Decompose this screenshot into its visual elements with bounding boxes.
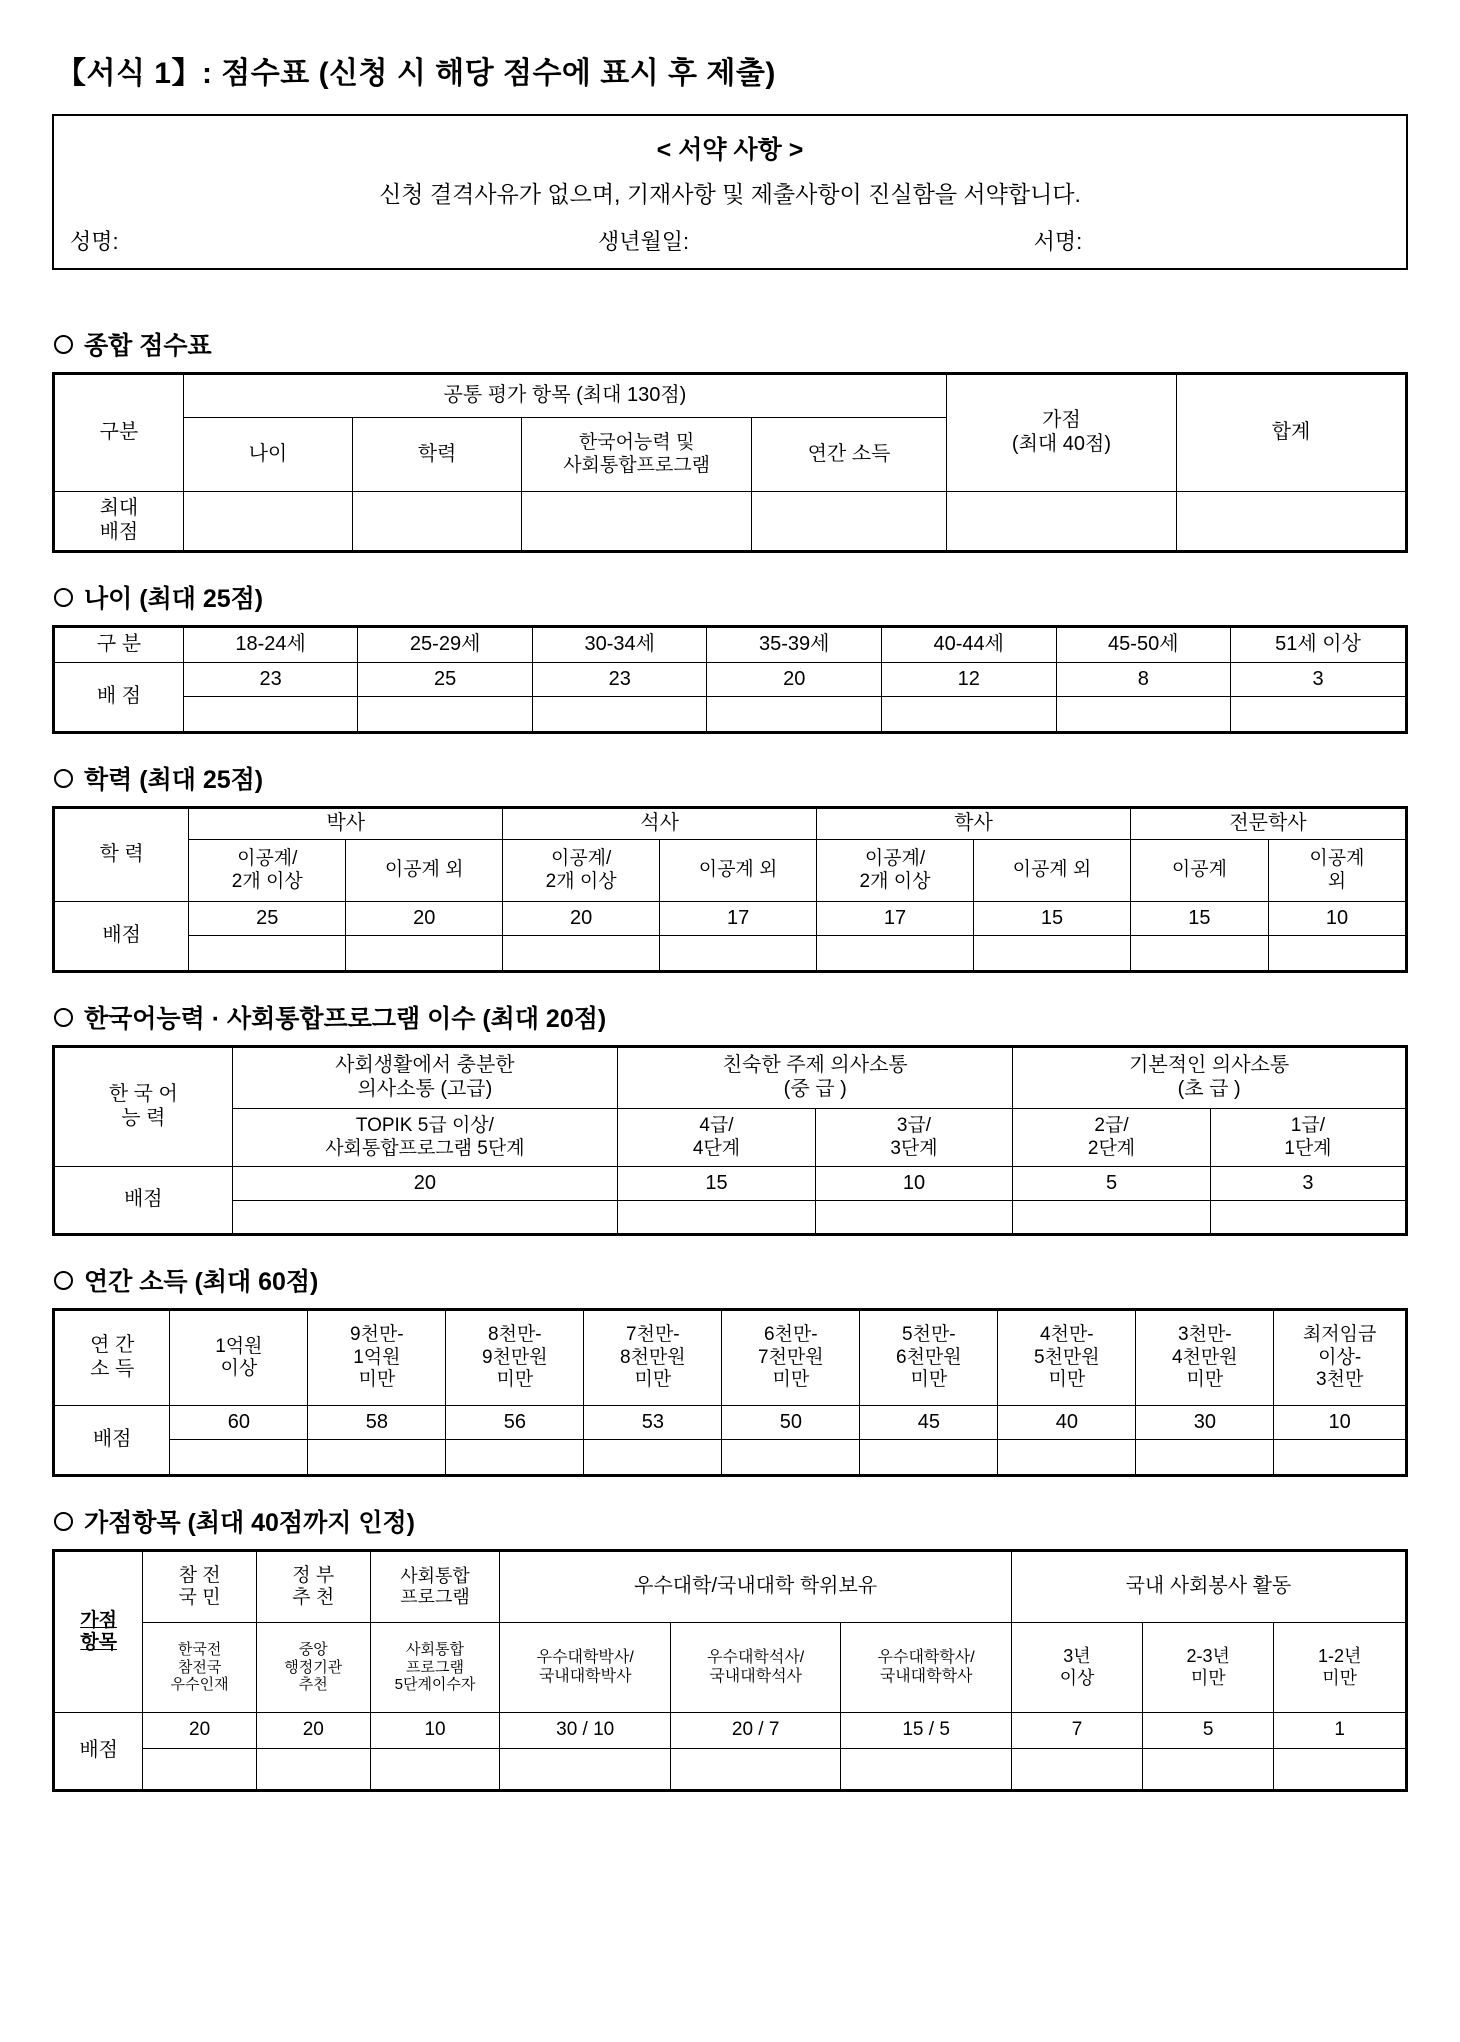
korean-score-table <box>52 1045 1408 1236</box>
circle-bullet-icon <box>54 769 73 788</box>
education-group-associate: 전문학사 <box>1130 808 1406 840</box>
section-heading-education <box>54 760 1408 796</box>
summary-total-header: 합계 <box>1176 374 1406 492</box>
income-bracket-line: 1억원 <box>215 1335 263 1357</box>
education-sub-line: 외 <box>1327 870 1347 892</box>
education-group-master: 석사 <box>503 808 817 840</box>
age-score-value: 3 <box>1231 663 1407 697</box>
income-bracket <box>998 1310 1136 1406</box>
age-checkbox-cell[interactable] <box>183 697 358 733</box>
age-checkbox-cell[interactable] <box>882 697 1057 733</box>
korean-sub-line: TOPIK 5급 이상/ <box>355 1115 494 1137</box>
summary-input-age[interactable] <box>183 492 352 552</box>
age-checkbox-cell[interactable] <box>1231 697 1407 733</box>
bonus-group-line: 프로그램 <box>400 1587 470 1607</box>
bonus-sub-bachelor <box>841 1623 1011 1713</box>
circle-bullet-icon <box>54 335 73 354</box>
circle-bullet-icon <box>54 1008 73 1027</box>
bonus-sub-line: 사회통합 <box>406 1640 464 1658</box>
education-sub-line: 2개 이상 <box>859 870 931 892</box>
korean-sub-line: 2단계 <box>1087 1137 1136 1159</box>
age-bracket-header: 40-44세 <box>882 627 1057 663</box>
korean-sub-level1 <box>1210 1109 1406 1167</box>
income-bracket <box>1136 1310 1274 1406</box>
summary-input-income[interactable] <box>752 492 947 552</box>
age-score-value: 20 <box>707 663 882 697</box>
income-bracket <box>722 1310 860 1406</box>
bonus-row-header-line1: 가점 <box>80 1609 117 1631</box>
income-bracket-line: 최저임금 <box>1302 1324 1377 1346</box>
education-sub-line: 이공계 <box>1309 848 1365 870</box>
education-checkbox-cell[interactable] <box>1268 936 1406 972</box>
bonus-score-value: 7 <box>1011 1713 1142 1749</box>
bonus-checkbox-cell[interactable] <box>1143 1749 1274 1791</box>
summary-bonus-line2: (최대 40점) <box>1011 433 1111 455</box>
korean-level-basic <box>1013 1047 1407 1109</box>
bonus-score-value: 20 <box>256 1713 370 1749</box>
education-checkbox-cell[interactable] <box>346 936 503 972</box>
income-checkbox-cell[interactable] <box>1274 1440 1407 1476</box>
bonus-sub-line: 우수대학학사/ <box>877 1648 975 1666</box>
bonus-sub-line: 한국전 <box>177 1640 222 1658</box>
bonus-checkbox-cell[interactable] <box>500 1749 670 1791</box>
bonus-score-value: 10 <box>370 1713 500 1749</box>
bonus-checkbox-cell[interactable] <box>256 1749 370 1791</box>
bonus-checkbox-cell[interactable] <box>670 1749 840 1791</box>
korean-sub-line: 3단계 <box>890 1137 938 1159</box>
income-bracket-line: 7천만원 <box>758 1346 824 1368</box>
income-bracket <box>446 1310 584 1406</box>
korean-score-value: 15 <box>618 1167 816 1201</box>
education-score-label: 배점 <box>54 902 189 972</box>
age-score-value: 12 <box>882 663 1057 697</box>
summary-col-korean <box>522 418 752 492</box>
summary-input-bonus[interactable] <box>946 492 1176 552</box>
korean-level-line: 사회생활에서 충분한 <box>335 1054 515 1077</box>
education-score-value: 20 <box>503 902 660 936</box>
income-row-header-line2: 소 득 <box>90 1358 135 1380</box>
education-checkbox-cell[interactable] <box>1130 936 1268 972</box>
name-field-label[interactable]: 성명: <box>70 229 119 254</box>
summary-bonus-line1: 가점 <box>1042 409 1081 432</box>
bonus-sub-line: 국내대학학사 <box>879 1667 973 1685</box>
korean-level-advanced <box>232 1047 618 1109</box>
income-score-value: 30 <box>1136 1406 1274 1440</box>
bonus-group-line: 사회통합 <box>400 1565 470 1586</box>
signature-field-label[interactable]: 서명: <box>1033 229 1083 254</box>
bonus-sub-line: 국내대학석사 <box>709 1667 803 1685</box>
income-bracket-line: 3천만 <box>1316 1369 1364 1391</box>
bonus-checkbox-cell[interactable] <box>143 1749 257 1791</box>
korean-row-header-line2: 능 력 <box>121 1107 166 1129</box>
bonus-sub-line: 1-2년 <box>1317 1646 1362 1667</box>
income-score-value: 50 <box>722 1406 860 1440</box>
korean-row-header <box>54 1047 233 1167</box>
summary-input-education[interactable] <box>353 492 522 552</box>
income-bracket-line: 미만 <box>634 1369 672 1391</box>
korean-row-header-line1: 한 국 어 <box>108 1083 178 1106</box>
age-bracket-header: 25-29세 <box>358 627 533 663</box>
education-score-value: 10 <box>1268 902 1406 936</box>
summary-col-korean-line2: 사회통합프로그램 <box>563 454 711 476</box>
bonus-group-line: 국 민 <box>178 1587 221 1608</box>
education-sub-line: 2개 이상 <box>231 870 303 892</box>
bonus-score-value: 20 <box>143 1713 257 1749</box>
korean-level-line: 의사소통 (고급) <box>357 1078 493 1100</box>
income-bracket-line: 미만 <box>1186 1369 1224 1391</box>
summary-input-korean[interactable] <box>522 492 752 552</box>
bonus-group-line: 추 천 <box>292 1587 335 1608</box>
korean-sub-line: 4단계 <box>692 1137 741 1159</box>
summary-row-label-line1: 최대 <box>99 497 139 520</box>
page-title: 【서식 1】: 점수표 (신청 시 해당 점수에 표시 후 제출) <box>56 57 776 90</box>
circle-bullet-icon <box>54 588 73 607</box>
section-heading-bonus <box>54 1503 1408 1539</box>
age-division-header: 구 분 <box>54 627 184 663</box>
income-bracket-line: 7천만- <box>626 1324 680 1346</box>
education-score-value: 15 <box>1130 902 1268 936</box>
korean-sub-line: 4급/ <box>699 1115 734 1137</box>
income-bracket-line: 5천만- <box>902 1324 956 1346</box>
korean-score-value: 20 <box>232 1167 618 1201</box>
bonus-sub-line: 우수대학박사/ <box>536 1648 634 1666</box>
income-bracket-line: 6천만- <box>764 1324 818 1346</box>
education-sub-line: 이공계/ <box>550 848 612 870</box>
education-group-phd: 박사 <box>189 808 503 840</box>
age-score-value: 8 <box>1056 663 1231 697</box>
birthdate-field-label[interactable]: 생년월일: <box>598 229 690 254</box>
age-bracket-header: 35-39세 <box>707 627 882 663</box>
age-score-table <box>52 625 1408 734</box>
bonus-sub-line: 이상 <box>1059 1667 1095 1688</box>
income-bracket <box>308 1310 446 1406</box>
education-score-value: 17 <box>660 902 817 936</box>
bonus-sub-line: 국내대학박사 <box>538 1667 632 1685</box>
summary-row-label <box>54 492 184 552</box>
income-bracket-line: 8천만- <box>488 1324 542 1346</box>
korean-sub-line: 사회통합프로그램 5단계 <box>325 1137 525 1159</box>
oath-heading: < 서약 사항 > <box>656 136 804 164</box>
section-heading-age-label: 나이 (최대 25점) <box>84 585 264 613</box>
bonus-sub-kiip <box>370 1623 500 1713</box>
korean-score-value: 3 <box>1210 1167 1406 1201</box>
bonus-score-value: 1 <box>1274 1713 1407 1749</box>
bonus-row-header-line2: 항목 <box>80 1632 117 1653</box>
korean-checkbox-cell[interactable] <box>815 1201 1013 1235</box>
bonus-score-value: 5 <box>1143 1713 1274 1749</box>
summary-col-education: 학력 <box>353 418 522 492</box>
age-checkbox-cell[interactable] <box>707 697 882 733</box>
income-score-value: 53 <box>584 1406 722 1440</box>
bonus-sub-line: 우수대학석사/ <box>707 1648 805 1666</box>
bonus-sub-volunteer-2yr <box>1143 1623 1274 1713</box>
income-bracket-line: 4천만원 <box>1172 1346 1238 1368</box>
education-score-value: 17 <box>817 902 974 936</box>
income-bracket-line: 9천만- <box>350 1324 404 1346</box>
section-heading-summary-label: 종합 점수표 <box>84 332 212 360</box>
education-row-header: 학 력 <box>54 808 189 902</box>
bonus-sub-line: 미만 <box>1322 1667 1358 1688</box>
income-checkbox-cell[interactable] <box>170 1440 308 1476</box>
income-checkbox-cell[interactable] <box>1136 1440 1274 1476</box>
income-score-value: 60 <box>170 1406 308 1440</box>
bonus-group-volunteer: 국내 사회봉사 활동 <box>1011 1551 1406 1623</box>
korean-score-value: 5 <box>1013 1167 1211 1201</box>
section-heading-bonus-label: 가점항목 (최대 40점까지 인정) <box>84 1509 415 1537</box>
education-checkbox-cell[interactable] <box>503 936 660 972</box>
oath-box <box>52 114 1408 270</box>
income-bracket-line: 4천만- <box>1040 1324 1094 1346</box>
bonus-sub-line: 행정기관 <box>284 1658 343 1676</box>
bonus-checkbox-cell[interactable] <box>370 1749 500 1791</box>
education-sub-associate-other <box>1268 840 1406 902</box>
oath-fields-row <box>70 225 1390 258</box>
education-sub-phd-other: 이공계 외 <box>346 840 503 902</box>
summary-division-header: 구분 <box>54 374 184 492</box>
korean-checkbox-cell[interactable] <box>232 1201 618 1235</box>
section-heading-education-label: 학력 (최대 25점) <box>84 766 264 794</box>
bonus-sub-veteran <box>143 1623 257 1713</box>
bonus-sub-line: 5단계이수자 <box>394 1676 476 1694</box>
korean-sub-line: 1단계 <box>1284 1137 1332 1159</box>
education-sub-bachelor-stem <box>817 840 974 902</box>
bonus-sub-volunteer-1yr <box>1274 1623 1407 1713</box>
bonus-sub-line: 우수인재 <box>170 1676 229 1694</box>
korean-sub-level3 <box>815 1109 1013 1167</box>
income-row-header <box>54 1310 170 1406</box>
summary-score-table <box>52 372 1408 553</box>
income-bracket-line: 이상- <box>1318 1346 1362 1368</box>
education-score-value: 20 <box>346 902 503 936</box>
education-score-value: 25 <box>189 902 346 936</box>
section-heading-income <box>54 1262 1408 1298</box>
income-bracket <box>170 1310 308 1406</box>
income-checkbox-cell[interactable] <box>308 1440 446 1476</box>
bonus-sub-master <box>670 1623 840 1713</box>
income-checkbox-cell[interactable] <box>722 1440 860 1476</box>
bonus-checkbox-cell[interactable] <box>1011 1749 1142 1791</box>
income-bracket-line: 6천만원 <box>896 1346 962 1368</box>
bonus-sub-line: 2-3년 <box>1186 1646 1230 1667</box>
korean-sub-line: 2급/ <box>1094 1115 1129 1137</box>
income-score-value: 58 <box>308 1406 446 1440</box>
education-checkbox-cell[interactable] <box>817 936 974 972</box>
circle-bullet-icon <box>54 1271 73 1290</box>
bonus-sub-line: 참전국 <box>177 1658 222 1676</box>
age-bracket-header: 18-24세 <box>183 627 358 663</box>
income-bracket <box>1274 1310 1407 1406</box>
korean-score-value: 10 <box>815 1167 1013 1201</box>
korean-level-intermediate <box>618 1047 1013 1109</box>
age-score-value: 25 <box>358 663 533 697</box>
income-bracket-line: 이상 <box>220 1358 258 1379</box>
korean-checkbox-cell[interactable] <box>1210 1201 1406 1235</box>
income-bracket-line: 미만 <box>772 1369 810 1391</box>
section-heading-income-label: 연간 소득 (최대 60점) <box>84 1268 319 1296</box>
income-bracket-line: 1억원 <box>353 1346 401 1368</box>
income-bracket-line: 3천만- <box>1178 1324 1232 1346</box>
korean-level-line: (중 급 ) <box>783 1078 847 1100</box>
education-sub-bachelor-other: 이공계 외 <box>973 840 1130 902</box>
summary-input-total[interactable] <box>1176 492 1406 552</box>
bonus-sub-line: 중앙 <box>298 1640 328 1658</box>
bonus-sub-line: 프로그램 <box>406 1658 464 1676</box>
education-group-bachelor: 학사 <box>817 808 1131 840</box>
education-sub-line: 이공계/ <box>864 848 926 870</box>
korean-sub-line: 3급/ <box>896 1115 932 1137</box>
korean-level-line: (초 급 ) <box>1177 1078 1241 1100</box>
education-checkbox-cell[interactable] <box>973 936 1130 972</box>
bonus-score-value: 20 / 7 <box>670 1713 840 1749</box>
korean-level-line: 기본적인 의사소통 <box>1129 1054 1290 1077</box>
education-score-value: 15 <box>973 902 1130 936</box>
bonus-group-degree: 우수대학/국내대학 학위보유 <box>500 1551 1011 1623</box>
income-score-value: 56 <box>446 1406 584 1440</box>
bonus-sub-line: 미만 <box>1190 1667 1226 1688</box>
age-score-value: 23 <box>532 663 707 697</box>
korean-checkbox-cell[interactable] <box>618 1201 816 1235</box>
section-heading-summary <box>54 326 1408 362</box>
income-bracket-line: 미만 <box>496 1369 534 1391</box>
bonus-sub-phd <box>500 1623 670 1713</box>
bonus-sub-government <box>256 1623 370 1713</box>
education-score-table <box>52 806 1408 973</box>
age-score-label: 배 점 <box>54 663 184 733</box>
section-heading-age <box>54 579 1408 615</box>
income-bracket-line: 8천만원 <box>620 1346 686 1368</box>
age-checkbox-cell[interactable] <box>358 697 533 733</box>
income-checkbox-cell[interactable] <box>998 1440 1136 1476</box>
korean-sub-line: 1급/ <box>1290 1115 1325 1137</box>
section-heading-korean-label: 한국어능력 · 사회통합프로그램 이수 (최대 20점) <box>84 1005 607 1033</box>
income-checkbox-cell[interactable] <box>860 1440 998 1476</box>
income-bracket-line: 5천만원 <box>1034 1346 1100 1368</box>
korean-sub-level2 <box>1013 1109 1211 1167</box>
bonus-checkbox-cell[interactable] <box>841 1749 1011 1791</box>
bonus-sub-volunteer-3yr <box>1011 1623 1142 1713</box>
bonus-group-kiip <box>370 1551 500 1623</box>
income-score-label: 배점 <box>54 1406 170 1476</box>
korean-score-label: 배점 <box>54 1167 233 1235</box>
summary-bonus-header <box>946 374 1176 492</box>
bonus-sub-line: 3년 <box>1063 1646 1091 1667</box>
education-sub-phd-stem <box>189 840 346 902</box>
circle-bullet-icon <box>54 1512 73 1531</box>
age-bracket-header: 51세 이상 <box>1231 627 1407 663</box>
section-heading-korean <box>54 999 1408 1035</box>
education-checkbox-cell[interactable] <box>189 936 346 972</box>
education-sub-line: 이공계/ <box>237 848 298 870</box>
bonus-group-government <box>256 1551 370 1623</box>
bonus-group-line: 참 전 <box>178 1564 221 1586</box>
age-bracket-header: 30-34세 <box>532 627 707 663</box>
income-bracket <box>584 1310 722 1406</box>
education-sub-associate-stem: 이공계 <box>1130 840 1268 902</box>
age-checkbox-cell[interactable] <box>1056 697 1231 733</box>
summary-col-age: 나이 <box>183 418 352 492</box>
bonus-score-label: 배점 <box>54 1713 143 1791</box>
education-sub-line: 2개 이상 <box>545 870 617 892</box>
income-score-table <box>52 1308 1408 1477</box>
income-score-value: 40 <box>998 1406 1136 1440</box>
income-bracket-line: 미만 <box>1048 1369 1086 1391</box>
bonus-row-header <box>54 1551 143 1713</box>
income-bracket-line: 미만 <box>358 1369 396 1391</box>
bonus-score-value: 15 / 5 <box>841 1713 1011 1749</box>
bonus-sub-line: 추천 <box>298 1676 328 1694</box>
summary-col-korean-line1: 한국어능력 및 <box>578 432 695 454</box>
korean-sub-level4 <box>618 1109 816 1167</box>
bonus-group-veteran <box>143 1551 257 1623</box>
education-sub-master-other: 이공계 외 <box>660 840 817 902</box>
summary-row-label-line2: 배점 <box>99 521 139 543</box>
bonus-checkbox-cell[interactable] <box>1274 1749 1407 1791</box>
age-score-value: 23 <box>183 663 358 697</box>
summary-common-header: 공통 평가 항목 (최대 130점) <box>183 374 946 418</box>
korean-sub-advanced <box>232 1109 618 1167</box>
bonus-score-value: 30 / 10 <box>500 1713 670 1749</box>
korean-checkbox-cell[interactable] <box>1013 1201 1211 1235</box>
income-score-value: 45 <box>860 1406 998 1440</box>
income-bracket-line: 9천만원 <box>482 1346 548 1368</box>
age-checkbox-cell[interactable] <box>532 697 707 733</box>
summary-col-income: 연간 소득 <box>752 418 947 492</box>
income-row-header-line1: 연 간 <box>90 1334 135 1357</box>
income-checkbox-cell[interactable] <box>584 1440 722 1476</box>
bonus-score-table <box>52 1549 1408 1792</box>
income-bracket-line: 미만 <box>910 1369 948 1391</box>
income-bracket <box>860 1310 998 1406</box>
education-checkbox-cell[interactable] <box>660 936 817 972</box>
bonus-group-line: 정 부 <box>292 1564 335 1586</box>
income-checkbox-cell[interactable] <box>446 1440 584 1476</box>
korean-level-line: 친숙한 주제 의사소통 <box>722 1054 908 1077</box>
age-bracket-header: 45-50세 <box>1056 627 1231 663</box>
education-sub-master-stem <box>503 840 660 902</box>
oath-statement: 신청 결격사유가 없으며, 기재사항 및 제출사항이 진실함을 서약합니다. <box>379 181 1081 207</box>
income-score-value: 10 <box>1274 1406 1407 1440</box>
